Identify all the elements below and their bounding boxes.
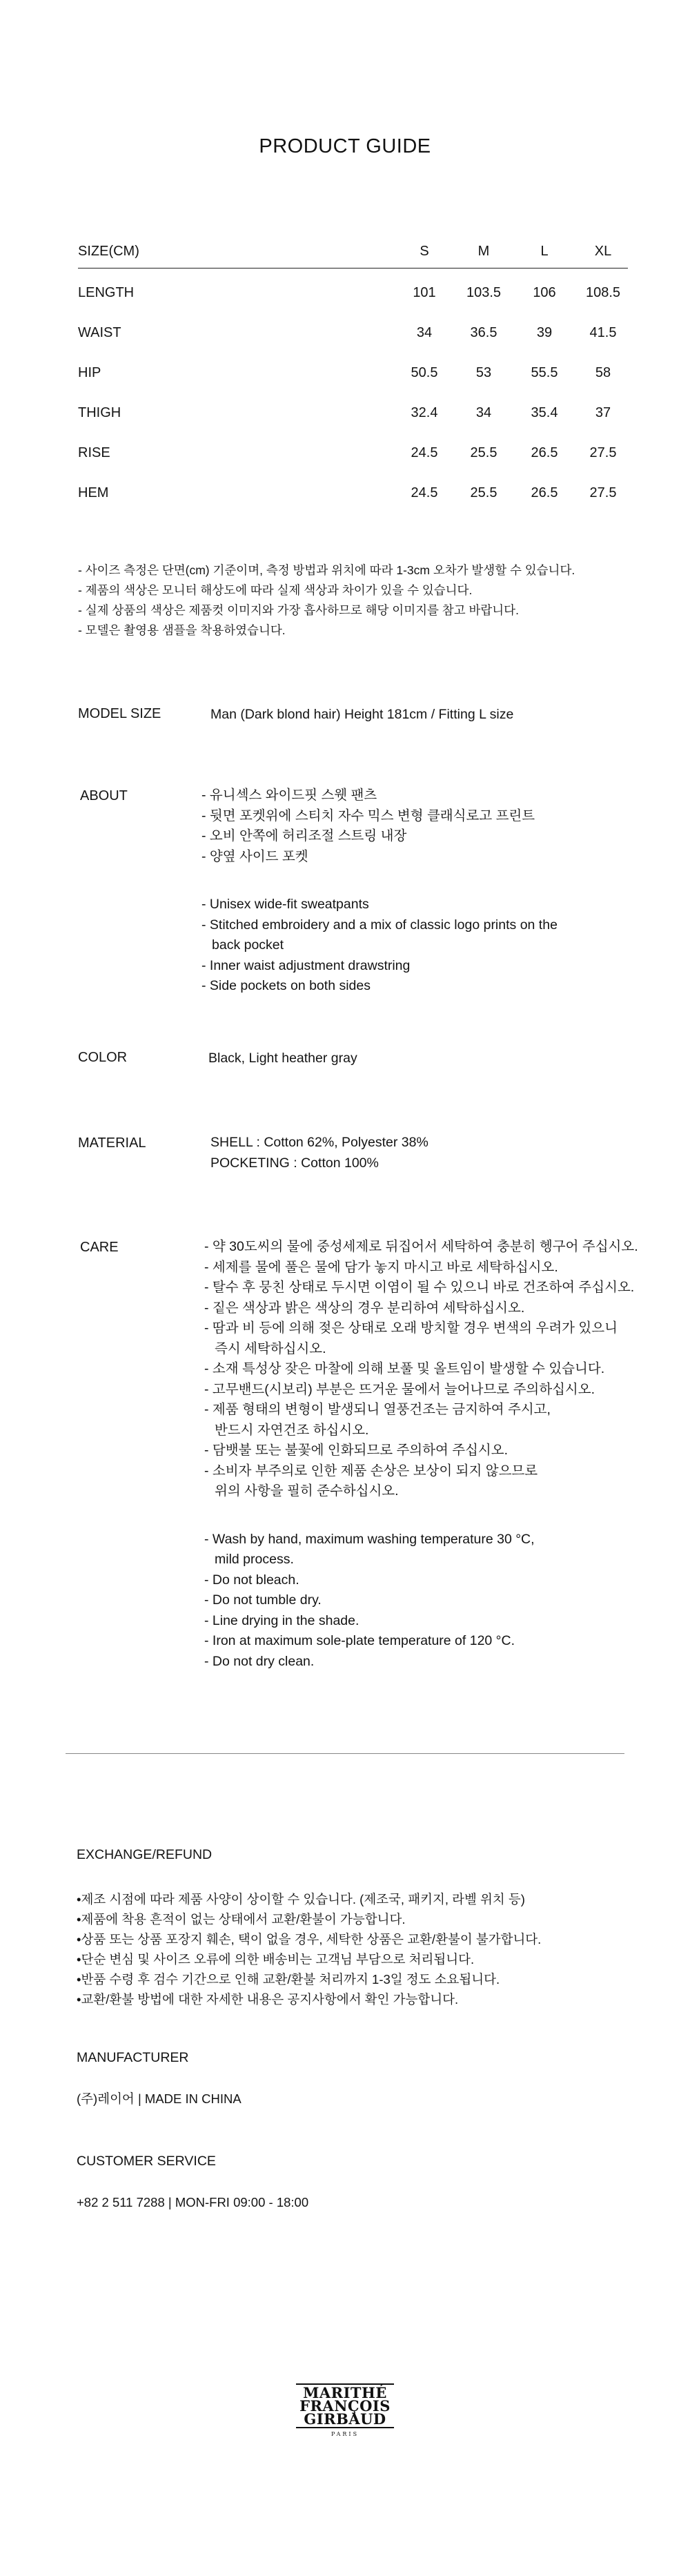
size-table-header [78,240,628,269]
size-cell: 37 [595,405,611,420]
size-row-label: THIGH [78,405,121,420]
size-cell: 25.5 [470,445,497,460]
page-title: PRODUCT GUIDE [259,135,431,157]
care-label: CARE [80,1240,119,1255]
note-line: - 제품의 색상은 모니터 해상도에 따라 실제 색상과 차이가 있을 수 있습니다. [78,583,473,597]
size-row-waist [78,325,628,365]
care-line: - Do not dry clean. [204,1653,315,1669]
size-cell: 106 [533,285,556,300]
about-line: - 뒷면 포켓위에 스티치 자수 믹스 변형 클래식로고 프린트 [201,808,535,823]
size-cell: 26.5 [531,485,558,500]
size-cell: 32.4 [411,405,438,420]
size-l-header: L [540,244,549,259]
size-row-thigh [78,405,628,445]
logo-sub: PARIS [331,2431,359,2437]
size-cell: 27.5 [589,485,617,500]
about-line: - 양옆 사이드 포켓 [201,848,308,864]
logo-line: FRANÇOIS [299,2397,391,2414]
care-line: - Do not bleach. [204,1572,299,1588]
material-line: SHELL : Cotton 62%, Polyester 38% [210,1135,428,1150]
size-cell: 108.5 [585,285,621,300]
material-line: POCKETING : Cotton 100% [210,1155,379,1171]
size-cell: 53 [475,365,492,380]
care-line: - 제품 형태의 변형이 발생되니 열풍건조는 금지하여 주시고, [204,1402,551,1417]
customer-service-value: +82 2 511 7288 | MON-FRI 09:00 - 18:00 [77,2195,309,2209]
exchange-line: •반품 수령 후 검수 기간으로 인해 교환/환불 처리까지 1-3일 정도 소요됩니다. [77,1972,500,1987]
size-row-hem [78,485,628,525]
material-text [210,1133,428,1173]
care-line: 반드시 자연건조 하십시오. [215,1422,369,1438]
size-row-label: WAIST [78,325,121,340]
care-line: - 고무밴드(시보리) 부분은 뜨거운 물에서 늘어나므로 주의하십시오. [204,1381,595,1397]
color-value: Black, Light heather gray [208,1051,357,1066]
model-size-label: MODEL SIZE [78,706,161,721]
care-line: - 탈수 후 뭉친 상태로 두시면 이염이 될 수 있으니 바로 건조하여 주십시오. [204,1280,635,1295]
customer-service-label: CUSTOMER SERVICE [77,2154,216,2169]
size-header-label: SIZE(CM) [78,244,139,259]
section-divider [66,1753,624,1754]
exchange-line: •제조 시점에 따라 제품 사양이 상이할 수 있습니다. (제조국, 패키지, 라벨 위치 등) [77,1892,525,1906]
size-cell: 24.5 [411,485,438,500]
size-cell: 41.5 [589,325,617,340]
size-cell: 25.5 [470,485,497,500]
size-table [78,240,628,525]
exchange-line: •제품에 착용 흔적이 없는 상태에서 교환/환불이 가능합니다. [77,1912,406,1926]
size-row-label: HEM [78,485,109,500]
model-size-value: Man (Dark blond hair) Height 181cm / Fitting L size [210,707,514,722]
size-cell: 34 [475,405,492,420]
exchange-line: •단순 변심 및 사이즈 오류에 의한 배송비는 고객님 부담으로 처리됩니다. [77,1952,475,1967]
material-label: MATERIAL [78,1135,146,1151]
size-cell: 101 [413,285,436,300]
care-line: - 약 30도씨의 물에 중성세제로 뒤집어서 세탁하여 충분히 헹구어 주십시오. [204,1239,638,1254]
size-cell: 50.5 [411,365,438,380]
color-label: COLOR [78,1050,128,1065]
size-row-length [78,285,628,325]
about-line: back pocket [212,937,284,953]
care-line: - Wash by hand, maximum washing temperature 30 °C, [204,1531,535,1547]
exchange-text [77,1889,541,2009]
size-m-header: M [477,244,490,259]
care-line: - Do not tumble dry. [204,1592,322,1608]
care-line: - 세제를 물에 풀은 물에 담가 놓지 마시고 바로 세탁하십시오. [204,1259,558,1275]
about-text [201,786,558,997]
about-line: - 유니섹스 와이드핏 스웻 팬츠 [201,788,377,803]
size-s-header: S [420,244,429,259]
about-line: - Unisex wide-fit sweatpants [201,897,369,912]
care-line: - 소비자 부주의로 인한 제품 손상은 보상이 되지 않으므로 [204,1463,538,1479]
size-row-label: RISE [78,445,110,460]
care-line: - Iron at maximum sole-plate temperature of 120 °C. [204,1633,515,1648]
size-cell: 36.5 [470,325,497,340]
care-line: - 짙은 색상과 밝은 색상의 경우 분리하여 세탁하십시오. [204,1300,525,1316]
care-line: - Line drying in the shade. [204,1612,359,1628]
about-line: - 오비 안쪽에 허리조절 스트링 내장 [201,828,407,843]
size-row-hip [78,365,628,405]
size-cell: 34 [416,325,433,340]
note-line: - 실제 상품의 색상은 제품컷 이미지와 가장 흡사하므로 해당 이미지를 참고 바랍니다. [78,603,519,617]
exchange-line: •상품 또는 상품 포장지 훼손, 택이 없을 경우, 세탁한 상품은 교환/환불이 불가합니다. [77,1932,542,1946]
exchange-line: •교환/환불 방법에 대한 자세한 내용은 공지사항에서 확인 가능합니다. [77,1992,459,2007]
about-line: - Stitched embroidery and a mix of classic logo prints on the [201,917,558,933]
size-cell: 24.5 [411,445,438,460]
size-cell: 58 [595,365,611,380]
note-line: - 사이즈 측정은 단면(cm) 기준이며, 측정 방법과 위치에 따라 1-3cm 오차가 발생할 수 있습니다. [78,563,575,577]
size-cell: 39 [536,325,553,340]
size-cell: 103.5 [466,285,502,300]
care-line: 위의 사항을 필히 준수하십시오. [215,1483,399,1499]
logo-line: MARITHÉ [303,2384,387,2401]
care-line: - 담뱃불 또는 불꽃에 인화되므로 주의하여 주십시오. [204,1443,508,1458]
logo-line: GIRBAUD [304,2410,386,2428]
care-line: mild process. [215,1552,294,1567]
manufacturer-value: (주)레이어 | MADE IN CHINA [77,2091,241,2106]
care-text [204,1237,638,1672]
about-line: - Inner waist adjustment drawstring [201,957,411,973]
about-line: - Side pockets on both sides [201,978,371,993]
care-line: - 땀과 비 등에 의해 젖은 상태로 오래 방치할 경우 변색의 우려가 있으니 [204,1320,618,1336]
brand-logo [295,2382,395,2437]
note-line: - 모델은 촬영용 샘플을 착용하였습니다. [78,623,286,637]
care-line: - 소재 특성상 잦은 마찰에 의해 보풀 및 올트임이 발생할 수 있습니다. [204,1361,605,1376]
size-cell: 35.4 [531,405,558,420]
size-row-label: HIP [78,365,101,380]
size-xl-header: XL [594,244,612,259]
exchange-label: EXCHANGE/REFUND [77,1847,213,1862]
size-notes [78,560,575,641]
care-line: 즉시 세탁하십시오. [215,1340,326,1356]
size-cell: 26.5 [531,445,558,460]
size-row-label: LENGTH [78,285,135,300]
size-cell: 55.5 [531,365,558,380]
size-cell: 27.5 [589,445,617,460]
about-label: ABOUT [80,788,128,803]
manufacturer-label: MANUFACTURER [77,2050,189,2065]
size-row-rise [78,445,628,485]
